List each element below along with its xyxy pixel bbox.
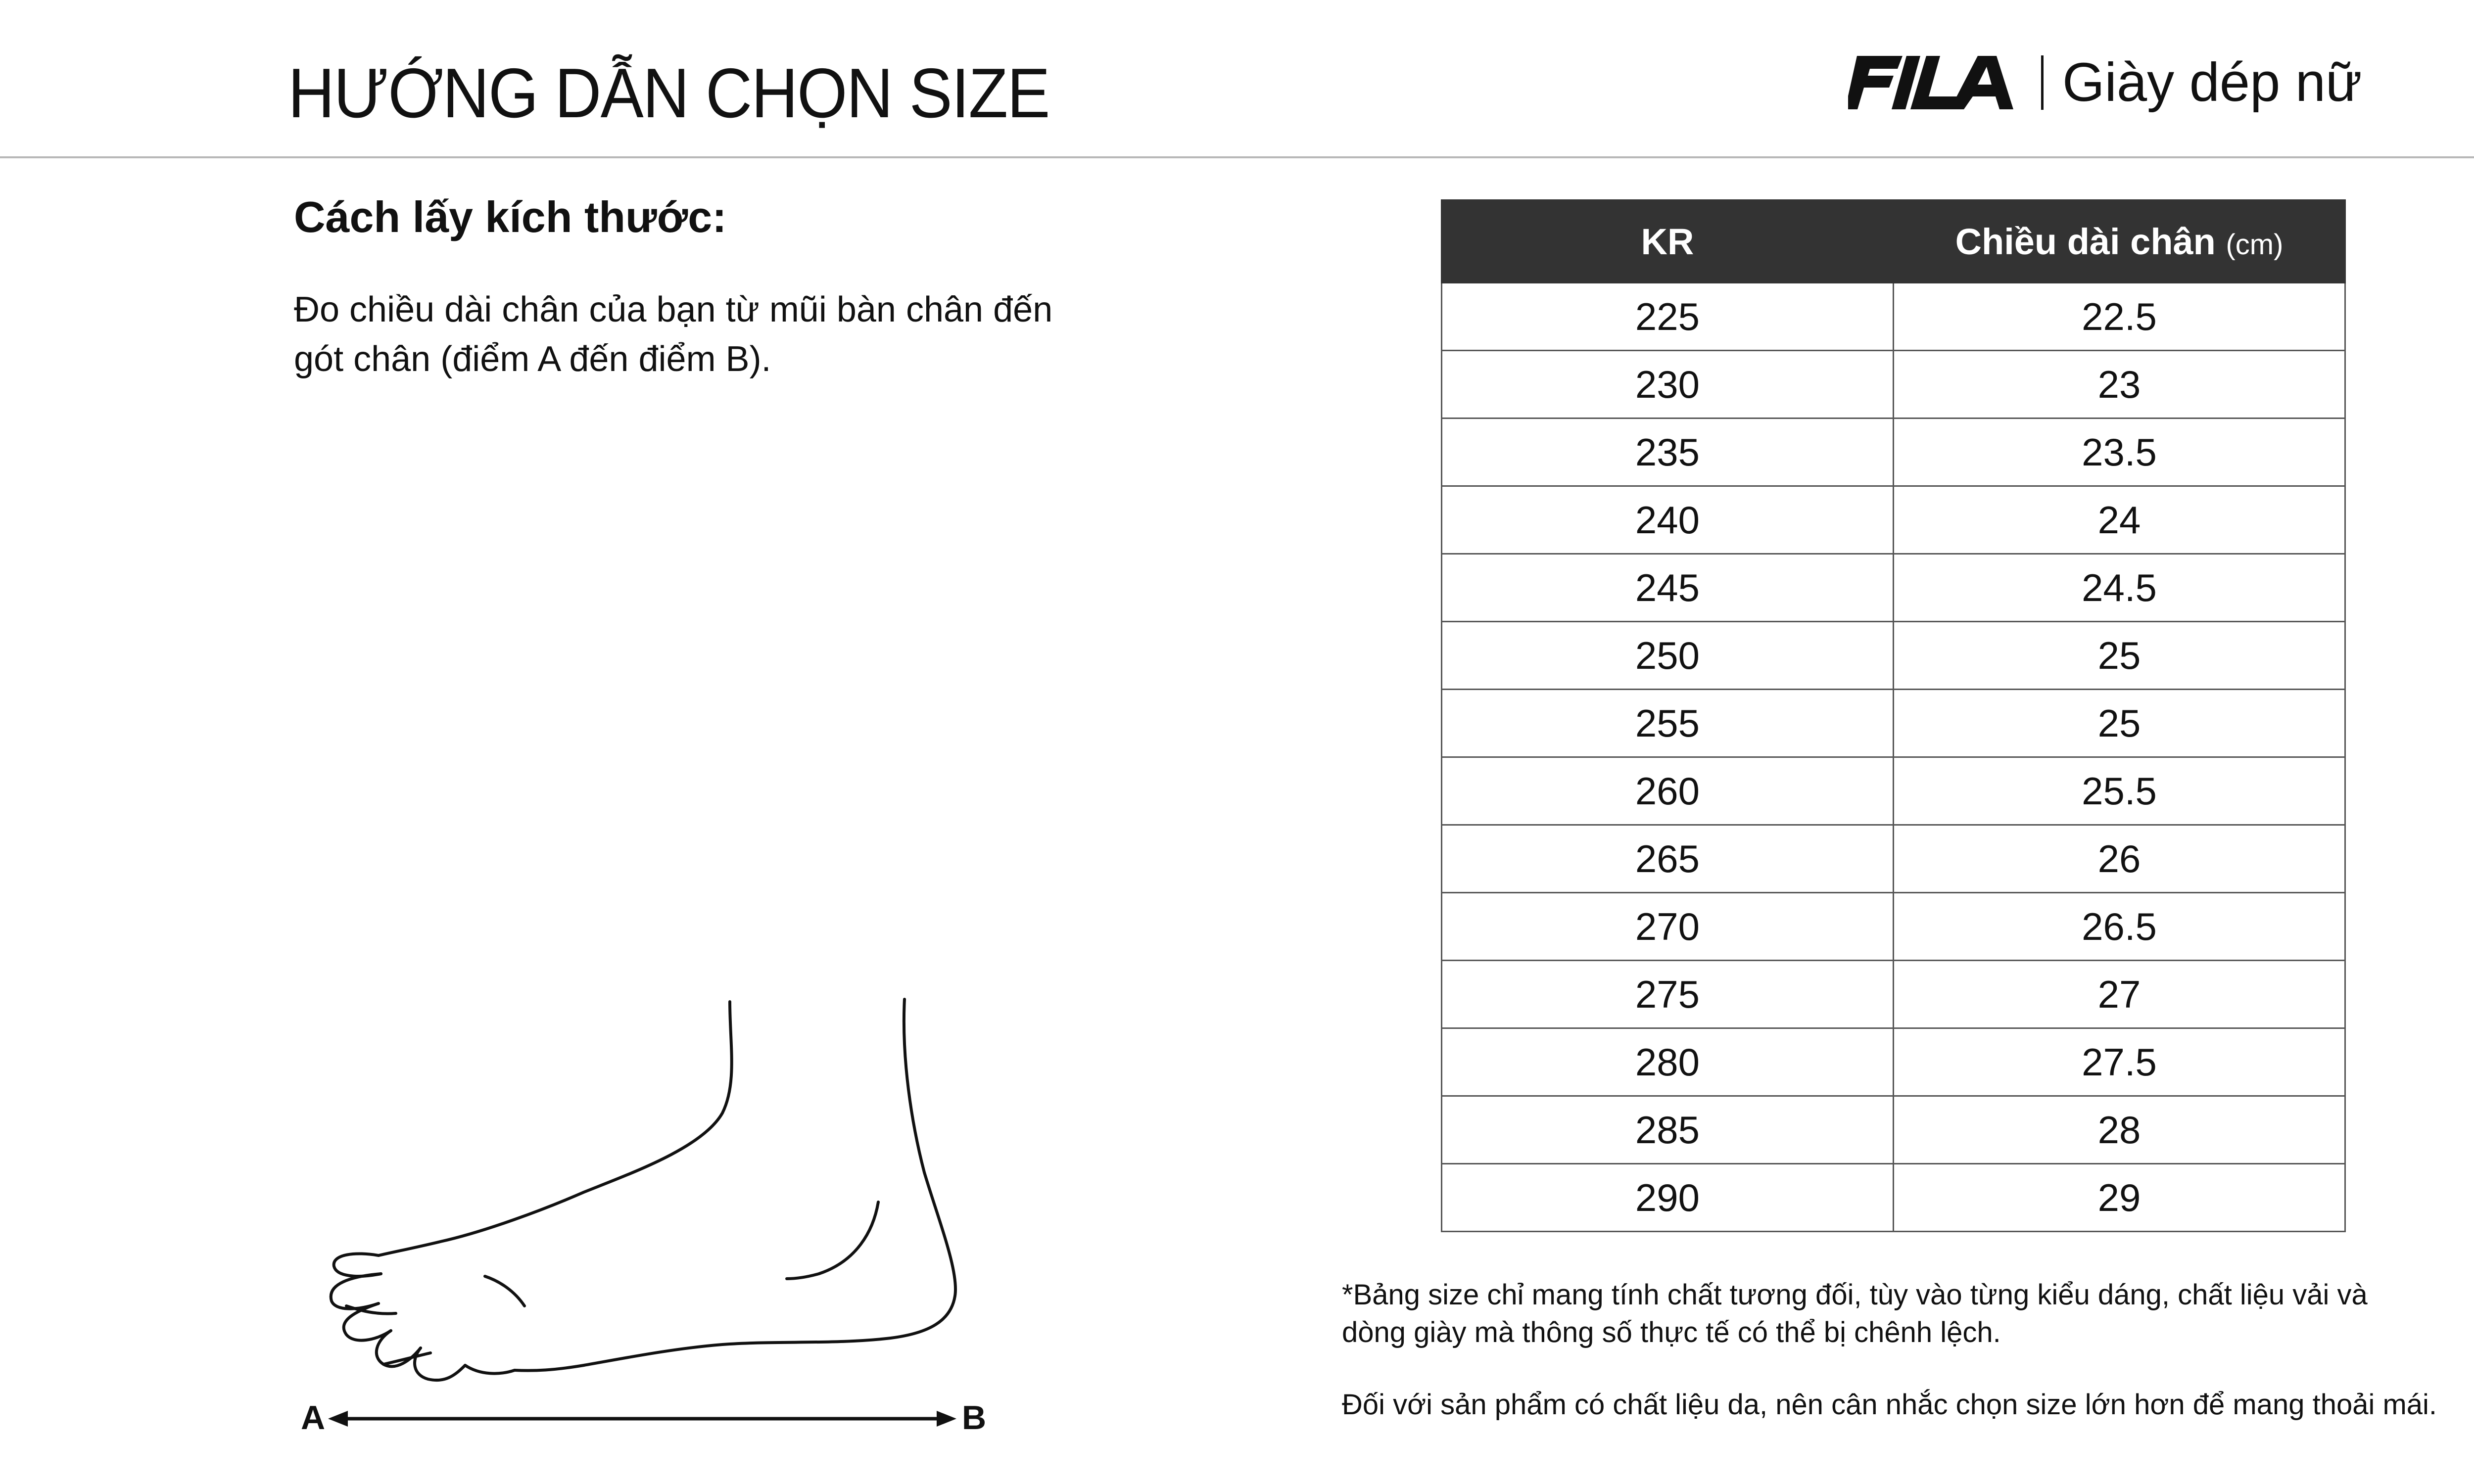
double-arrow-icon xyxy=(294,1399,962,1438)
foot-outline-icon xyxy=(277,984,980,1410)
measure-instruction xyxy=(294,285,1165,384)
fila-logo xyxy=(1848,56,2013,109)
foot-length-cell: 28 xyxy=(1894,1096,2345,1164)
page-title: HƯỚNG DẪN CHỌN SIZE xyxy=(288,54,1049,133)
unit-label: (cm) xyxy=(2226,228,2284,261)
foot-length-cell: 27.5 xyxy=(1894,1028,2345,1096)
kr-size-cell: 235 xyxy=(1442,418,1894,486)
point-a-label: A xyxy=(301,1399,326,1437)
kr-size-cell: 250 xyxy=(1442,622,1894,690)
leather-note: Đối với sản phẩm có chất liệu da, nên cân nhắc chọn size lớn hơn để mang thoải mái. xyxy=(1342,1389,2437,1421)
instruction-line-1: Đo chiều dài chân của bạn từ mũi bàn chân đến xyxy=(294,290,1053,329)
kr-size-cell: 245 xyxy=(1442,554,1894,622)
table-row xyxy=(1442,351,2345,418)
table-row xyxy=(1442,418,2345,486)
category-label: Giày dép nữ xyxy=(2062,52,2362,113)
kr-size-cell: 255 xyxy=(1442,690,1894,757)
table-row xyxy=(1442,283,2345,351)
kr-size-cell: 270 xyxy=(1442,893,1894,961)
measurement-arrow xyxy=(294,1399,962,1441)
table-row xyxy=(1442,622,2345,690)
foot-length-cell: 24.5 xyxy=(1894,554,2345,622)
foot-length-cell: 25.5 xyxy=(1894,757,2345,825)
foot-length-cell: 26 xyxy=(1894,825,2345,893)
foot-length-label: Chiều dài chân xyxy=(1955,221,2216,262)
kr-size-cell: 260 xyxy=(1442,757,1894,825)
table-row xyxy=(1442,690,2345,757)
kr-size-cell: 290 xyxy=(1442,1164,1894,1232)
foot-length-cell: 23 xyxy=(1894,351,2345,418)
table-row xyxy=(1442,757,2345,825)
kr-size-cell: 265 xyxy=(1442,825,1894,893)
foot-length-cell: 29 xyxy=(1894,1164,2345,1232)
instruction-line-2: gót chân (điểm A đến điểm B). xyxy=(294,339,771,379)
fila-logo-graphic xyxy=(1848,56,2013,109)
table-row xyxy=(1442,825,2345,893)
kr-size-cell: 275 xyxy=(1442,961,1894,1028)
kr-size-cell: 225 xyxy=(1442,283,1894,351)
disclaimer-line-2: dòng giày mà thông số thực tế có thể bị chênh lệch. xyxy=(1342,1316,2001,1348)
measure-heading: Cách lấy kích thước: xyxy=(294,192,727,241)
foot-length-cell: 27 xyxy=(1894,961,2345,1028)
table-row xyxy=(1442,1096,2345,1164)
table-row xyxy=(1442,961,2345,1028)
size-disclaimer xyxy=(1342,1276,2474,1351)
table-row xyxy=(1442,486,2345,554)
foot-length-cell: 22.5 xyxy=(1894,283,2345,351)
column-header-kr: KR xyxy=(1442,200,1894,283)
brand-divider xyxy=(2041,55,2044,110)
kr-size-cell: 230 xyxy=(1442,351,1894,418)
foot-length-cell: 23.5 xyxy=(1894,418,2345,486)
table-row xyxy=(1442,554,2345,622)
header-divider xyxy=(0,156,2474,158)
foot-illustration xyxy=(277,984,980,1412)
brand-header xyxy=(1848,50,2362,115)
point-b-label: B xyxy=(962,1399,987,1437)
foot-length-cell: 24 xyxy=(1894,486,2345,554)
kr-size-cell: 285 xyxy=(1442,1096,1894,1164)
column-header-foot-length xyxy=(1894,200,2345,283)
foot-length-cell: 25 xyxy=(1894,690,2345,757)
foot-length-cell: 25 xyxy=(1894,622,2345,690)
kr-size-cell: 240 xyxy=(1442,486,1894,554)
table-header-row xyxy=(1442,200,2345,283)
kr-size-cell: 280 xyxy=(1442,1028,1894,1096)
table-row xyxy=(1442,1028,2345,1096)
table-row xyxy=(1442,1164,2345,1232)
table-row xyxy=(1442,893,2345,961)
disclaimer-line-1: *Bảng size chỉ mang tính chất tương đối, tùy vào từng kiểu dáng, chất liệu vải và xyxy=(1342,1279,2368,1311)
foot-length-cell: 26.5 xyxy=(1894,893,2345,961)
size-chart-table xyxy=(1441,199,2346,1232)
